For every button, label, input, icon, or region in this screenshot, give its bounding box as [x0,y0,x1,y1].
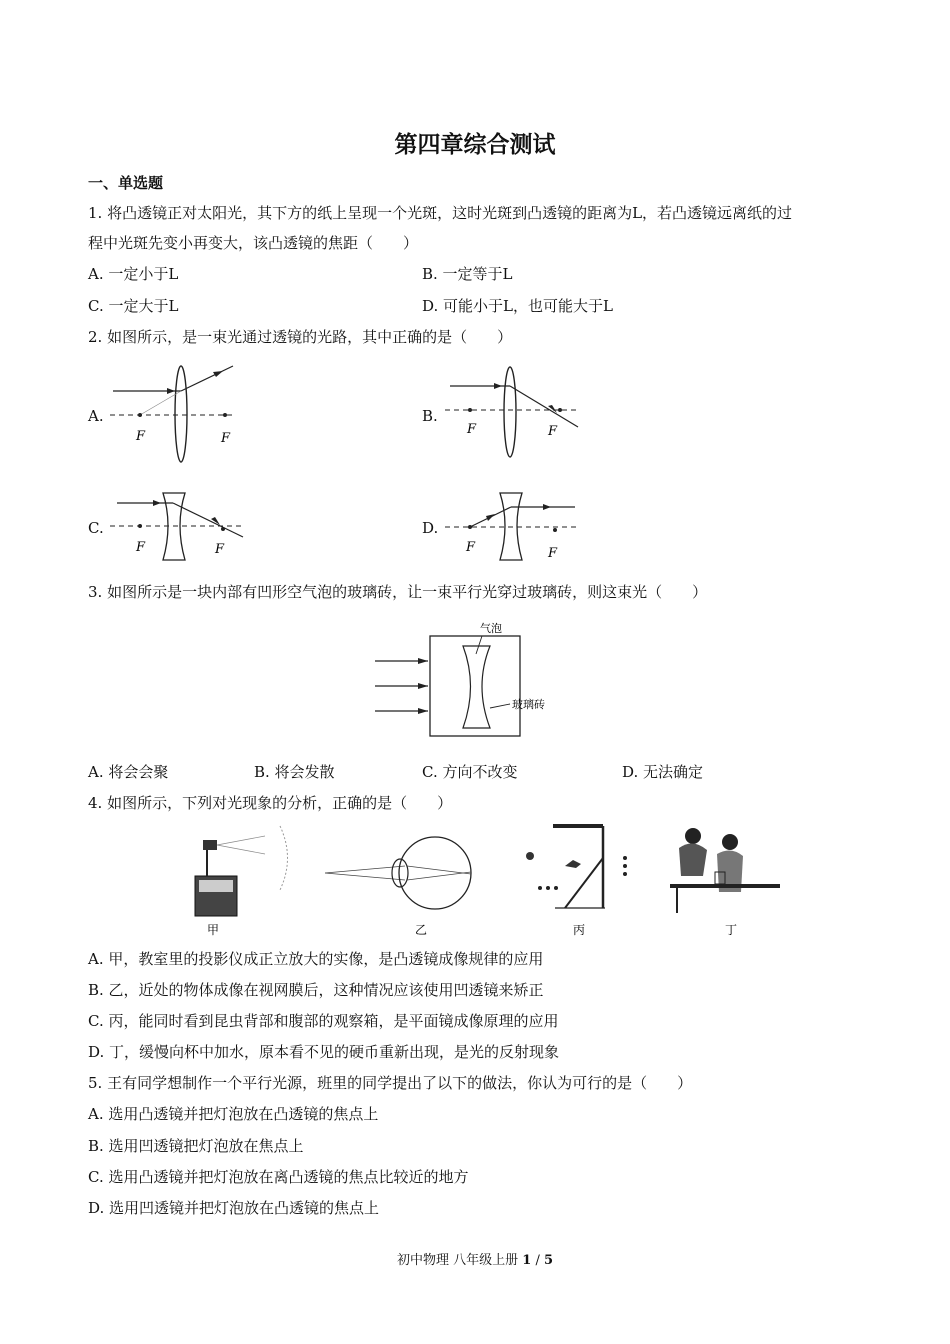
footer-sep: / [531,1253,544,1268]
q1-stem-line2: 程中光斑先变小再变大，该凸透镜的焦距（ ） [88,234,419,252]
q5-stem: 5. 王有同学想制作一个平行光源，班里的同学提出了以下的做法，你认为可行的是（ ） [88,1074,693,1092]
q4-stem: 4. 如图所示，下列对光现象的分析，正确的是（ ） [88,794,453,812]
section-heading: 一、单选题 [88,174,164,192]
focus-label: F [136,429,146,444]
brick-label: 玻璃砖 [512,698,545,711]
q3-option-b: B. 将会发散 [254,763,335,781]
q2-diagram-a [105,360,255,468]
q5-option-c: C. 选用凸透镜并把灯泡放在离凸透镜的焦点比较近的地方 [88,1168,469,1186]
focus-label: F [467,422,477,437]
q3-diagram [370,618,575,743]
q2-diagram-b [440,365,585,465]
focus-label: F [215,542,225,557]
footer-page: 1 [522,1253,532,1268]
q4-diagram [185,818,785,940]
focus-label: F [136,540,146,555]
focus-label: F [548,424,558,439]
focus-label: F [548,546,558,561]
caption-bing: 丙 [573,923,586,937]
focus-label: F [466,540,476,555]
q4-option-a: A. 甲，教室里的投影仪成正立放大的实像，是凸透镜成像规律的应用 [88,950,544,968]
q5-option-a: A. 选用凸透镜并把灯泡放在凸透镜的焦点上 [88,1105,379,1123]
q1-option-a: A. 一定小于L [88,265,179,283]
footer-text: 初中物理 八年级上册 [396,1253,519,1268]
q5-option-b: B. 选用凹透镜把灯泡放在焦点上 [88,1137,304,1155]
q2-option-d: D. [422,519,439,537]
q2-diagram-c [105,485,255,567]
footer-total: 5 [543,1253,554,1268]
focus-label: F [221,431,231,446]
q1-option-b: B. 一定等于L [422,265,513,283]
q3-option-c: C. 方向不改变 [422,763,518,781]
page-title: 第四章综合测试 [394,132,556,158]
q4-option-c: C. 丙，能同时看到昆虫背部和腹部的观察箱，是平面镜成像原理的应用 [88,1012,559,1030]
bubble-label: 气泡 [480,622,502,635]
q2-stem: 2. 如图所示，是一束光通过透镜的光路，其中正确的是（ ） [88,328,513,346]
q2-option-a: A. [88,407,104,425]
q3-stem: 3. 如图所示是一块内部有凹形空气泡的玻璃砖，让一束平行光穿过玻璃砖，则这束光（ ） [88,583,708,601]
caption-ding: 丁 [725,923,738,937]
q5-option-d: D. 选用凹透镜并把灯泡放在凸透镜的焦点上 [88,1199,380,1217]
caption-jia: 甲 [207,923,220,937]
q2-diagram-d [440,485,585,567]
q3-option-a: A. 将会会聚 [88,763,169,781]
q2-option-c: C. [88,519,104,537]
caption-yi: 乙 [415,923,428,937]
q2-option-b: B. [422,407,438,425]
q1-stem-line1: 1. 将凸透镜正对太阳光，其下方的纸上呈现一个光斑，这时光斑到凸透镜的距离为L，若凸透镜远离纸的过 [88,204,793,222]
q1-option-c: C. 一定大于L [88,297,179,315]
q1-option-d: D. 可能小于L，也可能大于L [422,297,613,315]
q3-option-d: D. 无法确定 [622,763,704,781]
q4-option-b: B. 乙，近处的物体成像在视网膜后，这种情况应该使用凹透镜来矫正 [88,981,544,999]
page-footer [0,1249,950,1268]
q4-option-d: D. 丁，缓慢向杯中加水，原本看不见的硬币重新出现，是光的反射现象 [88,1043,560,1061]
